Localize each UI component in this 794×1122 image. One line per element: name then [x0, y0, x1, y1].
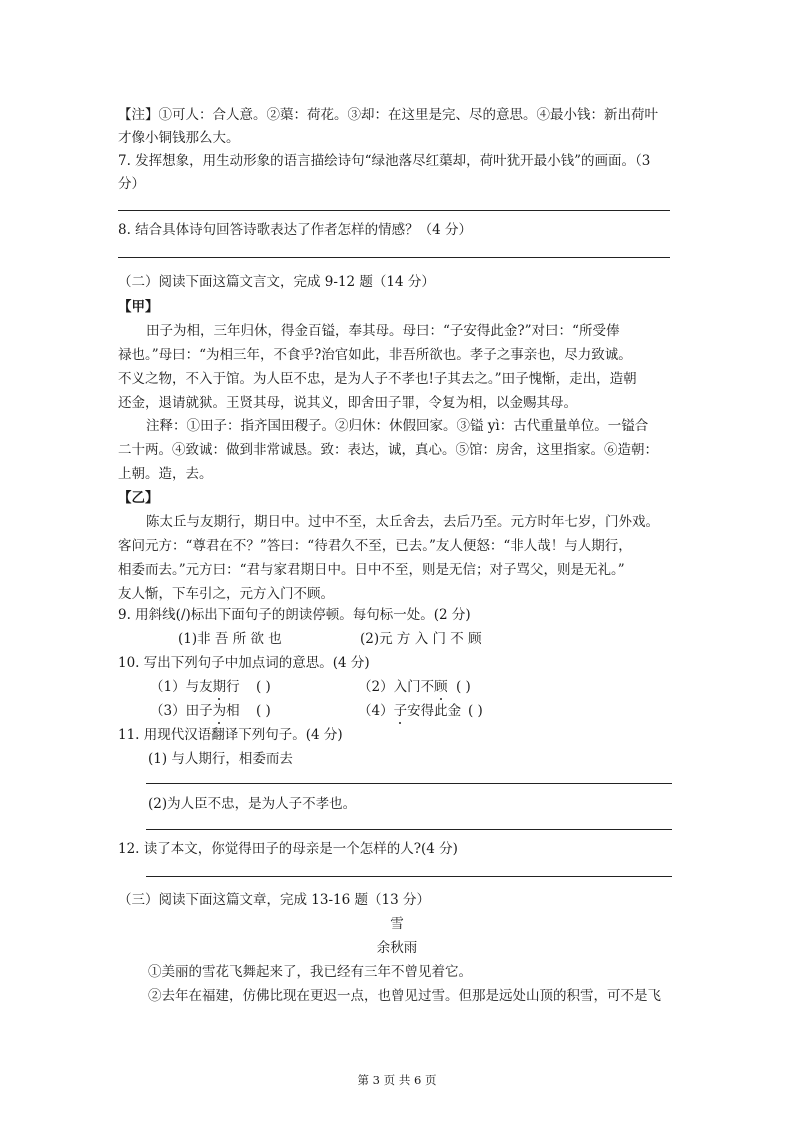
poem-note-line-1: 【注】①可人：合人意。②蕖：荷花。③却：在这里是完、尽的意思。④最小钱：新出荷叶	[118, 107, 658, 123]
q11-sentence-1: (1) 与人期行，相委而去	[148, 751, 293, 767]
passage-yi-line: 友人惭，下车引之，元方入门不顾。	[118, 586, 334, 602]
dotted-char: 为	[212, 703, 227, 719]
answer-line-q12[interactable]	[146, 876, 672, 877]
answer-line-q11-2[interactable]	[146, 829, 672, 830]
passage-yi-line: 客问元方：“尊君在不？”答曰：“待君久不至，已去。”友人便怒：“非人哉！与人期行，	[118, 538, 632, 554]
q10-blank-4[interactable]: ( )	[468, 703, 483, 719]
question-7: 7. 发挥想象，用生动形象的语言描绘诗句“绿池落尽红蕖却，荷叶犹开最小钱”的画面。（3	[118, 153, 651, 169]
poem-note-line-2: 才像小铜钱那么大。	[118, 130, 240, 146]
section-2-heading: （二）阅读下面这篇文言文，完成 9-12 题（14 分）	[118, 274, 435, 290]
q11-sentence-2: (2)为人臣不忠，是为人子不孝也。	[148, 796, 357, 812]
q10-item-2: （2）入门不顾	[358, 679, 448, 695]
q10-blank-1[interactable]: ( )	[256, 679, 271, 695]
passage-notes-line: 上朝。造，去。	[118, 466, 213, 482]
q10-blank-2[interactable]: ( )	[456, 679, 471, 695]
dotted-char: 顾	[434, 679, 448, 695]
question-10: 10. 写出下列句子中加点词的意思。(4 分)	[118, 655, 370, 671]
passage-notes-line: 二十两。④致诚：做到非常诚恳。致：表达，诚，真心。⑤馆：房舍，这里指家。⑥造朝：	[118, 442, 658, 458]
question-7-cont: 分）	[118, 176, 145, 192]
article-paragraph-2: ②去年在福建，仿佛比现在更迟一点，也曾见过雪。但那是远处山顶的积雪，可不是飞	[148, 988, 661, 1004]
q10-item-1: （1）与友期行	[150, 679, 240, 695]
passage-yi-line: 陈太丘与友期行，期日中。过中不至，太丘舍去，去后乃至。元方时年七岁，门外戏。	[146, 514, 659, 530]
passage-yi-label: 【乙】	[118, 490, 159, 506]
article-title: 雪	[390, 916, 404, 932]
page-footer: 第 3 页 共 6 页	[357, 1073, 437, 1087]
q9-item-1[interactable]: (1)非 吾 所 欲 也	[178, 631, 282, 647]
passage-notes-line: 注释：①田子：指齐国田稷子。②归休：休假回家。③镒 yì：古代重量单位。一镒合	[146, 418, 649, 434]
passage-jia-line: 还金，退请就狱。王贤其母，说其义，即舍田子罪，令复为相，以金赐其母。	[118, 395, 577, 411]
passage-jia-label: 【甲】	[118, 299, 159, 315]
passage-jia-line: 田子为相，三年归休，得金百镒，奉其母。母曰：“子安得此金?”对曰：“所受俸	[146, 323, 620, 339]
question-8: 8. 结合具体诗句回答诗歌表达了作者怎样的情感？（4 分）	[118, 222, 473, 238]
q9-item-2[interactable]: (2)元 方 入 门 不 顾	[360, 631, 482, 647]
answer-line-q11-1[interactable]	[146, 783, 672, 784]
article-paragraph-1: ①美丽的雪花飞舞起来了，我已经有三年不曾见着它。	[148, 964, 472, 980]
question-11: 11. 用现代汉语翻译下列句子。(4 分)	[118, 727, 343, 743]
article-author: 余秋雨	[376, 940, 418, 956]
answer-line-q7[interactable]	[118, 210, 670, 211]
passage-jia-line: 禄也。”母曰：“为相三年，不食乎?治官如此，非吾所欲也。孝子之事亲也，尽力致诚。	[118, 347, 632, 363]
dotted-char: 子	[393, 703, 408, 719]
q10-blank-3[interactable]: ( )	[256, 703, 271, 719]
answer-line-q8[interactable]	[118, 257, 670, 258]
dotted-char: 期	[212, 679, 227, 695]
q10-item-4: （4）子安得此金	[358, 703, 462, 719]
passage-jia-line: 不义之物，不入于馆。为人臣不忠，是为人子不孝也!子其去之。”田子愧惭，走出，造朝	[118, 371, 637, 387]
section-3-heading: （三）阅读下面这篇文章，完成 13-16 题（13 分）	[118, 892, 430, 908]
q10-item-3: （3）田子为相	[150, 703, 240, 719]
question-12: 12. 读了本文，你觉得田子的母亲是一个怎样的人?(4 分)	[118, 841, 458, 857]
question-9: 9. 用斜线(/)标出下面句子的朗读停顿。每句标一处。(2 分)	[118, 607, 471, 623]
passage-yi-line: 相委而去。”元方曰：“君与家君期日中。日中不至，则是无信；对子骂父，则是无礼。”	[118, 562, 625, 578]
